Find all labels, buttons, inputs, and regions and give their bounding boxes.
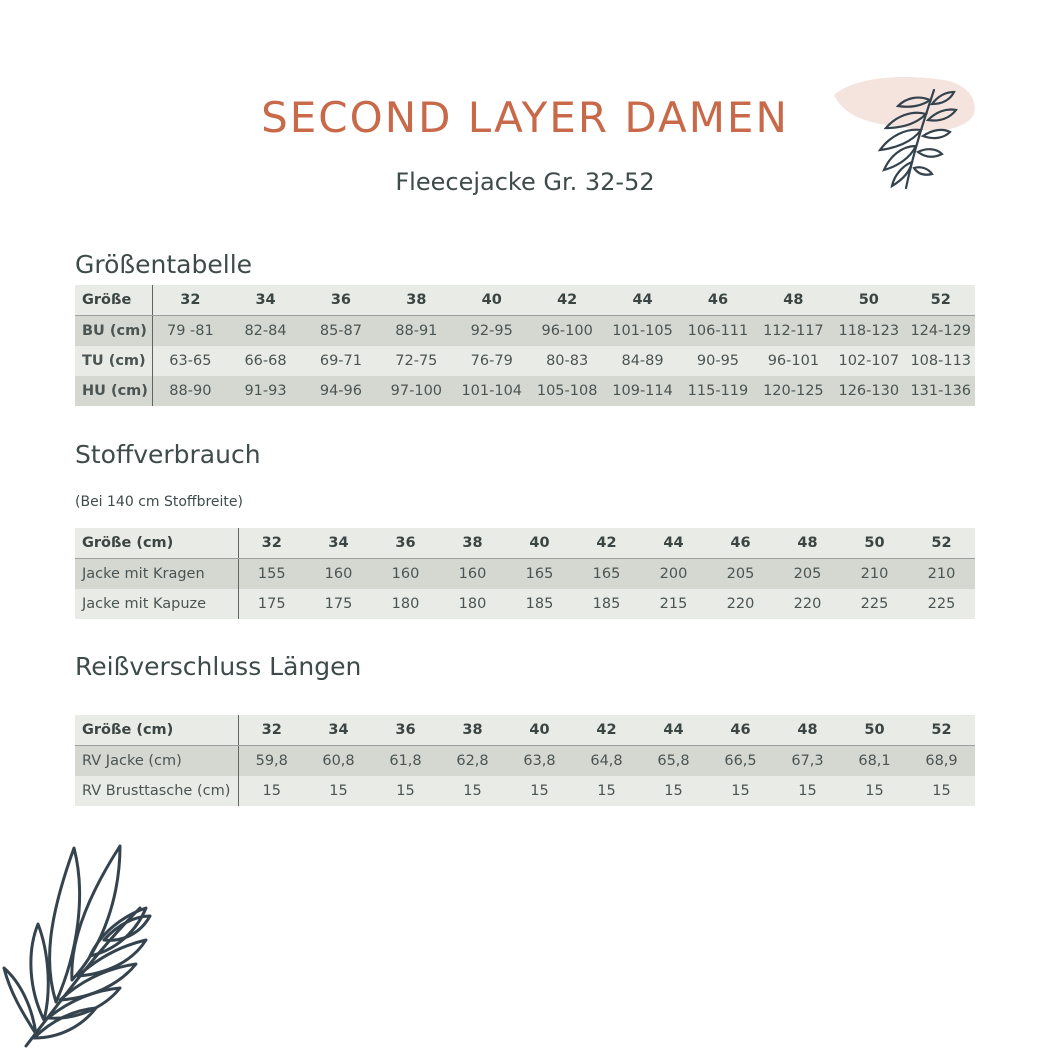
fabric-table-heading: Stoffverbrauch bbox=[75, 440, 261, 469]
table-cell: 85-87 bbox=[303, 316, 378, 347]
column-header: 44 bbox=[640, 715, 707, 746]
row-label: HU (cm) bbox=[75, 376, 152, 406]
table-cell: 15 bbox=[573, 776, 640, 806]
table-cell: 106-111 bbox=[680, 316, 755, 347]
table-cell: 165 bbox=[573, 559, 640, 590]
table-cell: 88-90 bbox=[152, 376, 227, 406]
table-cell: 105-108 bbox=[529, 376, 604, 406]
column-header: 50 bbox=[841, 528, 908, 559]
table-cell: 101-104 bbox=[454, 376, 529, 406]
table-cell: 80-83 bbox=[529, 346, 604, 376]
table-cell: 118-123 bbox=[831, 316, 906, 347]
table-cell: 131-136 bbox=[906, 376, 975, 406]
table-cell: 165 bbox=[506, 559, 573, 590]
column-header: 42 bbox=[573, 715, 640, 746]
table-cell: 15 bbox=[774, 776, 841, 806]
column-header: 46 bbox=[707, 528, 774, 559]
column-header: 38 bbox=[439, 528, 506, 559]
table-row bbox=[75, 376, 975, 406]
table-cell: 68,9 bbox=[908, 746, 975, 777]
table-cell: 68,1 bbox=[841, 746, 908, 777]
table-row bbox=[75, 346, 975, 376]
table-cell: 59,8 bbox=[238, 746, 305, 777]
column-header: 48 bbox=[756, 285, 831, 316]
table-cell: 160 bbox=[372, 559, 439, 590]
column-header: 50 bbox=[831, 285, 906, 316]
column-header: 48 bbox=[774, 715, 841, 746]
fabric-table bbox=[75, 528, 975, 619]
table-cell: 63,8 bbox=[506, 746, 573, 777]
page-subtitle: Fleecejacke Gr. 32-52 bbox=[395, 168, 655, 196]
table-cell: 220 bbox=[707, 589, 774, 619]
table-cell: 220 bbox=[774, 589, 841, 619]
table-cell: 175 bbox=[238, 589, 305, 619]
table-cell: 66,5 bbox=[707, 746, 774, 777]
row-label: Jacke mit Kapuze bbox=[75, 589, 238, 619]
table-cell: 160 bbox=[439, 559, 506, 590]
column-header: 46 bbox=[707, 715, 774, 746]
fabric-width-note: (Bei 140 cm Stoffbreite) bbox=[75, 494, 243, 510]
column-header: 52 bbox=[908, 715, 975, 746]
table-cell: 62,8 bbox=[439, 746, 506, 777]
table-cell: 15 bbox=[439, 776, 506, 806]
table-cell: 61,8 bbox=[372, 746, 439, 777]
table-cell: 180 bbox=[372, 589, 439, 619]
column-header: 42 bbox=[573, 528, 640, 559]
table-cell: 60,8 bbox=[305, 746, 372, 777]
column-header: 34 bbox=[305, 528, 372, 559]
table-cell: 79 -81 bbox=[152, 316, 227, 347]
column-header: 52 bbox=[908, 528, 975, 559]
palm-leaf-icon bbox=[0, 842, 160, 1050]
table-header-row bbox=[75, 285, 975, 316]
table-cell: 126-130 bbox=[831, 376, 906, 406]
table-cell: 155 bbox=[238, 559, 305, 590]
table-cell: 225 bbox=[908, 589, 975, 619]
table-cell: 63-65 bbox=[152, 346, 227, 376]
table-cell: 215 bbox=[640, 589, 707, 619]
table-cell: 72-75 bbox=[379, 346, 454, 376]
table-cell: 15 bbox=[707, 776, 774, 806]
size-table bbox=[75, 285, 975, 406]
column-header: Größe (cm) bbox=[75, 715, 238, 746]
table-cell: 101-105 bbox=[605, 316, 680, 347]
column-header: 40 bbox=[506, 715, 573, 746]
palm-leaf-icon bbox=[826, 70, 982, 194]
table-cell: 175 bbox=[305, 589, 372, 619]
column-header: 46 bbox=[680, 285, 755, 316]
table-row bbox=[75, 589, 975, 619]
column-header: 32 bbox=[238, 715, 305, 746]
column-header: 36 bbox=[372, 715, 439, 746]
table-cell: 84-89 bbox=[605, 346, 680, 376]
table-cell: 69-71 bbox=[303, 346, 378, 376]
table-cell: 108-113 bbox=[906, 346, 975, 376]
table-row bbox=[75, 776, 975, 806]
column-header: 38 bbox=[379, 285, 454, 316]
table-cell: 15 bbox=[908, 776, 975, 806]
table-cell: 210 bbox=[841, 559, 908, 590]
table-cell: 15 bbox=[238, 776, 305, 806]
table-cell: 185 bbox=[573, 589, 640, 619]
column-header: 34 bbox=[228, 285, 303, 316]
column-header: 34 bbox=[305, 715, 372, 746]
table-cell: 180 bbox=[439, 589, 506, 619]
column-header: 32 bbox=[238, 528, 305, 559]
zipper-table-heading: Reißverschluss Längen bbox=[75, 652, 362, 681]
column-header: 38 bbox=[439, 715, 506, 746]
table-cell: 120-125 bbox=[756, 376, 831, 406]
table-cell: 65,8 bbox=[640, 746, 707, 777]
column-header: 44 bbox=[605, 285, 680, 316]
size-table-heading: Größentabelle bbox=[75, 250, 253, 279]
page-title: SECOND LAYER DAMEN bbox=[261, 93, 789, 142]
column-header: 52 bbox=[906, 285, 975, 316]
table-cell: 124-129 bbox=[906, 316, 975, 347]
column-header: 32 bbox=[152, 285, 227, 316]
table-cell: 112-117 bbox=[756, 316, 831, 347]
row-label: TU (cm) bbox=[75, 346, 152, 376]
table-cell: 205 bbox=[707, 559, 774, 590]
table-row bbox=[75, 316, 975, 347]
column-header: 44 bbox=[640, 528, 707, 559]
table-cell: 205 bbox=[774, 559, 841, 590]
row-label: Jacke mit Kragen bbox=[75, 559, 238, 590]
table-cell: 160 bbox=[305, 559, 372, 590]
column-header: 36 bbox=[372, 528, 439, 559]
table-cell: 90-95 bbox=[680, 346, 755, 376]
table-cell: 115-119 bbox=[680, 376, 755, 406]
table-cell: 102-107 bbox=[831, 346, 906, 376]
table-cell: 92-95 bbox=[454, 316, 529, 347]
column-header: 36 bbox=[303, 285, 378, 316]
table-cell: 88-91 bbox=[379, 316, 454, 347]
table-cell: 76-79 bbox=[454, 346, 529, 376]
row-label: RV Brusttasche (cm) bbox=[75, 776, 238, 806]
table-cell: 210 bbox=[908, 559, 975, 590]
table-cell: 15 bbox=[506, 776, 573, 806]
column-header: 40 bbox=[454, 285, 529, 316]
table-cell: 82-84 bbox=[228, 316, 303, 347]
table-cell: 96-100 bbox=[529, 316, 604, 347]
table-row bbox=[75, 746, 975, 777]
column-header: 48 bbox=[774, 528, 841, 559]
table-cell: 15 bbox=[372, 776, 439, 806]
table-cell: 15 bbox=[640, 776, 707, 806]
table-cell: 109-114 bbox=[605, 376, 680, 406]
zipper-table bbox=[75, 715, 975, 806]
column-header: Größe bbox=[75, 285, 152, 316]
table-cell: 225 bbox=[841, 589, 908, 619]
table-cell: 15 bbox=[305, 776, 372, 806]
table-cell: 66-68 bbox=[228, 346, 303, 376]
table-cell: 96-101 bbox=[756, 346, 831, 376]
table-row bbox=[75, 559, 975, 590]
row-label: RV Jacke (cm) bbox=[75, 746, 238, 777]
table-cell: 94-96 bbox=[303, 376, 378, 406]
column-header: 40 bbox=[506, 528, 573, 559]
row-label: BU (cm) bbox=[75, 316, 152, 347]
table-cell: 91-93 bbox=[228, 376, 303, 406]
table-cell: 67,3 bbox=[774, 746, 841, 777]
table-cell: 200 bbox=[640, 559, 707, 590]
column-header: 50 bbox=[841, 715, 908, 746]
table-cell: 15 bbox=[841, 776, 908, 806]
column-header: Größe (cm) bbox=[75, 528, 238, 559]
table-cell: 97-100 bbox=[379, 376, 454, 406]
column-header: 42 bbox=[529, 285, 604, 316]
table-header-row bbox=[75, 528, 975, 559]
table-cell: 185 bbox=[506, 589, 573, 619]
table-header-row bbox=[75, 715, 975, 746]
table-cell: 64,8 bbox=[573, 746, 640, 777]
